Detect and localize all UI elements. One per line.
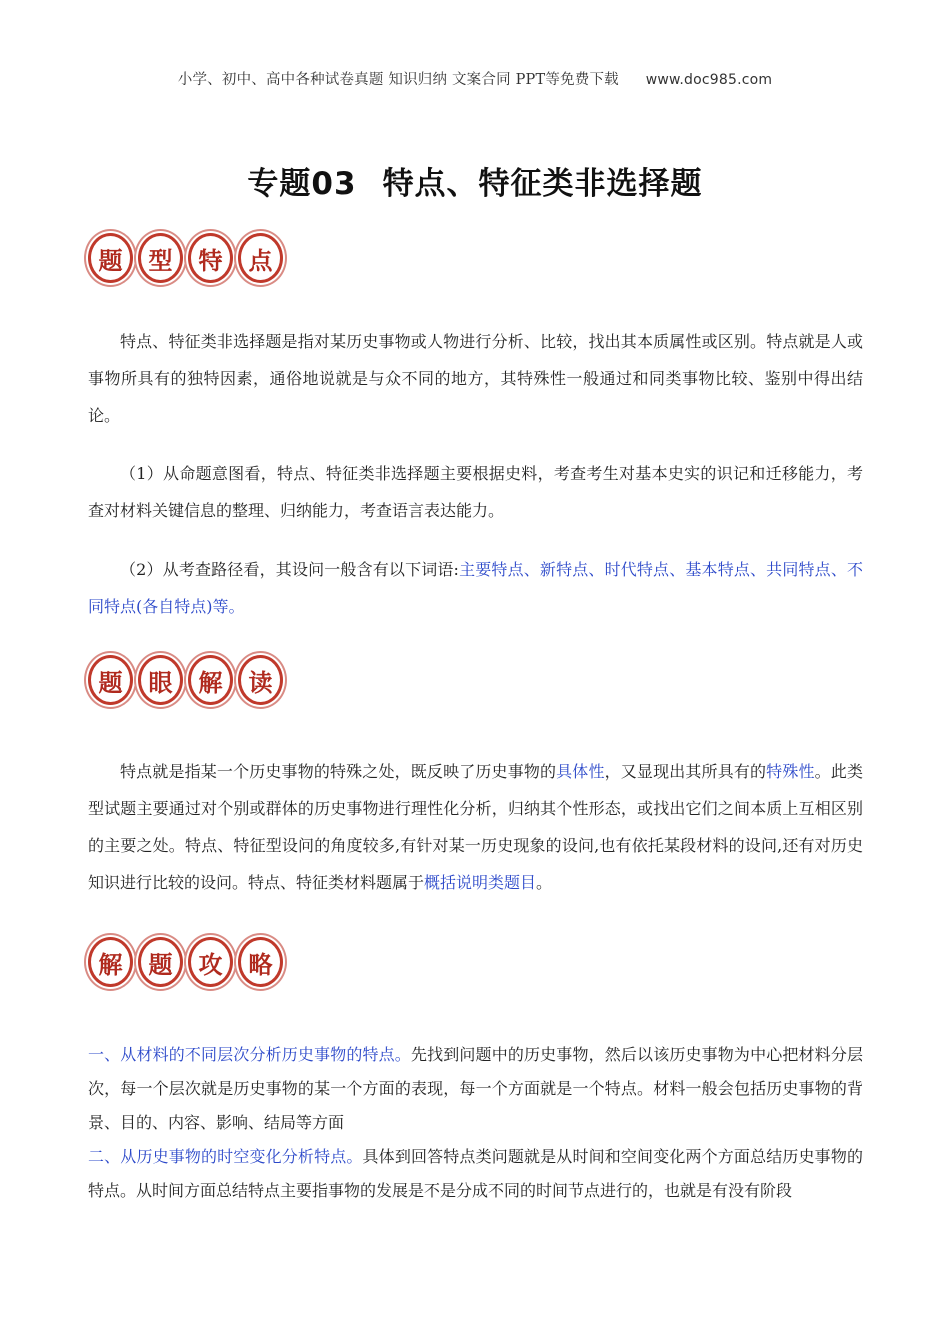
strategy-item-2 <box>88 1140 863 1208</box>
page-header <box>0 68 950 89</box>
interp-text-e: 。此类型试题主要通过对个别或群体的历史事物进行理性化分析，归纳其个性形态，或找出它们之间本质上互相区别的主要之处。特点、特征型设问的角度较多,有针对某一历史现象的设问,也有依托某段材料的设问,还有对历史知识进行比较的设问。特点、特征类材料题属于 <box>88 762 863 892</box>
badge-char: 解 <box>188 655 233 705</box>
interp-text-a: 特点就是指某一个历史事物的特殊之处，既反映了历史事物的 <box>120 762 557 781</box>
interp-text-c: ，又显现出其所具有的 <box>604 762 767 781</box>
type-features-para3 <box>88 551 863 625</box>
header-url[interactable]: www.doc985.com <box>645 72 773 88</box>
item2-text: 具体到回答特点类问题就是从时间和空间变化两个方面总结历史事物的特点。从时间方面总结特点主要指事物的发展是不是分成不同的时间节点进行的，也就是有没有阶段 <box>88 1147 863 1200</box>
item1-num: 一、 <box>88 1045 121 1064</box>
badge-char: 特 <box>188 233 233 283</box>
page-title <box>0 158 950 203</box>
item1-text: 先找到问题中的历史事物，然后以该历史事物为中心把材料分层次，每一个层次就是历史事物的某一个方面的表现，每一个方面就是一个特点。材料一般会包括历史事物的背景、目的、内容、影响、结局等方面 <box>88 1045 863 1132</box>
item2-num: 二、 <box>88 1147 121 1166</box>
interp-hl-concreteness: 具体性 <box>556 762 605 781</box>
para3-plain: （2）从考查路径看，其设问一般含有以下词语: <box>120 560 459 579</box>
item1-highlight: 从材料的不同层次分析历史事物的特点。 <box>120 1045 411 1064</box>
type-features-para1: 特点、特征类非选择题是指对某历史事物或人物进行分析、比较，找出其本质属性或区别。特点就是人或事物所具有的独特因素，通俗地说就是与众不同的地方，其特殊性一般通过和同类事物比较、鉴别中得出结论。 <box>88 332 863 425</box>
badge-char: 解 <box>88 937 133 987</box>
item2-highlight: 从历史事物的时空变化分析特点。 <box>120 1147 363 1166</box>
badge-char: 略 <box>238 937 283 987</box>
badge-char: 型 <box>138 233 183 283</box>
title-prefix: 专题03 <box>247 166 357 202</box>
badge-interpretation <box>88 650 288 710</box>
interp-hl-summary-type: 概括说明类题目 <box>424 873 537 892</box>
badge-char: 题 <box>88 655 133 705</box>
strategy-item-1 <box>88 1038 863 1140</box>
badge-char: 题 <box>88 233 133 283</box>
para3-highlight: 主要特点、新特点、时代特点、基本特点、共同特点、不同特点(各自特点)等。 <box>88 560 863 616</box>
interpretation-para <box>88 753 863 901</box>
badge-type-features <box>88 228 288 288</box>
badge-char: 眼 <box>138 655 183 705</box>
badge-char: 攻 <box>188 937 233 987</box>
header-text: 小学、初中、高中各种试卷真题 知识归纳 文案合同 PPT等免费下载 <box>177 72 619 88</box>
title-main: 特点、特征类非选择题 <box>382 166 703 202</box>
badge-strategy <box>88 932 288 992</box>
badge-char: 点 <box>238 233 283 283</box>
badge-char: 读 <box>238 655 283 705</box>
type-features-para2: （1）从命题意图看，特点、特征类非选择题主要根据史料，考查考生对基本史实的识记和迁移能力，考查对材料关键信息的整理、归纳能力，考查语言表达能力。 <box>88 464 863 520</box>
badge-char: 题 <box>138 937 183 987</box>
interp-text-g: 。 <box>536 873 553 892</box>
interp-hl-particularity: 特殊性 <box>766 762 815 781</box>
